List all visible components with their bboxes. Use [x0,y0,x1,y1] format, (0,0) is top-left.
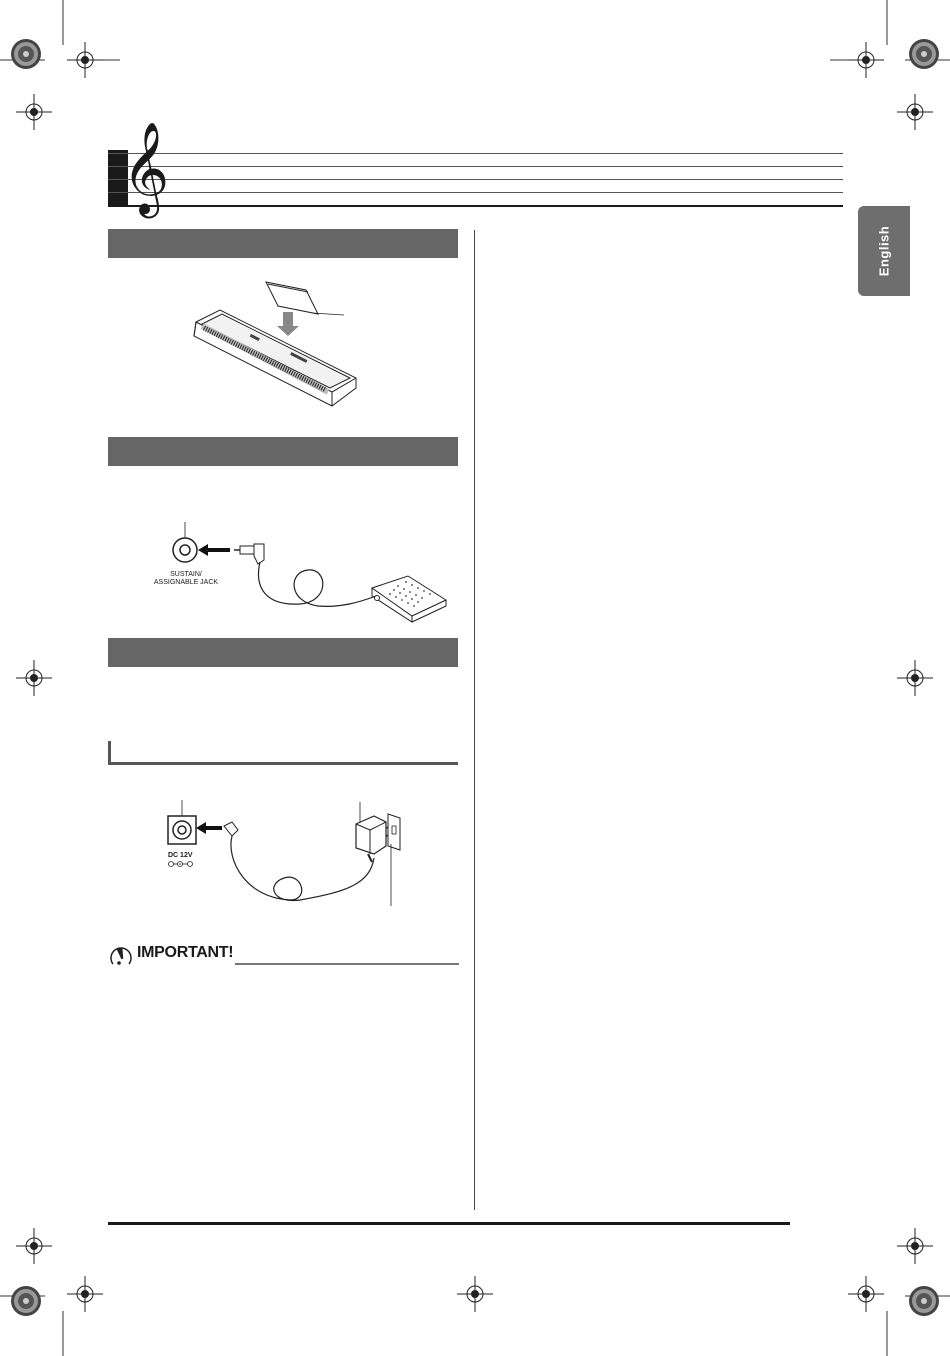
treble-clef-icon: 𝄞 [122,121,170,214]
important-rule [235,963,459,965]
sustain-jack-label-line1: SUSTAIN/ [170,571,202,578]
crosshair-icon [457,1276,493,1312]
starburst-icon [11,39,41,69]
crosshair-icon [67,42,103,78]
staff-line [108,166,843,167]
crosshair-icon [16,1228,52,1264]
dc-jack-label: DC 12V [168,852,193,859]
crosshair-icon [16,94,52,130]
crosshair-icon [897,660,933,696]
starburst-icon [909,1286,939,1316]
staff-line [108,153,843,154]
section-header-bar [108,638,458,667]
crosshair-icon [16,660,52,696]
crosshair-icon [848,1276,884,1312]
subsection-header [108,741,458,765]
section-header-bar [108,437,458,466]
crosshair-icon [67,1276,103,1312]
footer-rule [108,1222,790,1225]
sustain-jack-label [150,571,222,587]
polarity-symbol-icon [168,860,194,868]
staff-line [108,179,843,180]
section-header-bar [108,229,458,258]
crosshair-icon [897,94,933,130]
sustain-jack-label-line2: ASSIGNABLE JACK [153,579,219,586]
crosshair-icon [897,1228,933,1264]
starburst-icon [909,39,939,69]
important-label: IMPORTANT! [137,944,234,961]
language-tab-label: English [876,225,892,277]
language-tab [858,206,910,296]
starburst-icon [11,1286,41,1316]
ac-adaptor-illustration [160,800,420,908]
staff-line [108,192,843,193]
exclamation-icon [109,944,133,968]
keyboard-music-stand-illustration [180,270,360,415]
staff-base-line [108,205,843,207]
important-heading [109,944,459,968]
column-divider [474,230,475,1210]
crosshair-icon [848,42,884,78]
